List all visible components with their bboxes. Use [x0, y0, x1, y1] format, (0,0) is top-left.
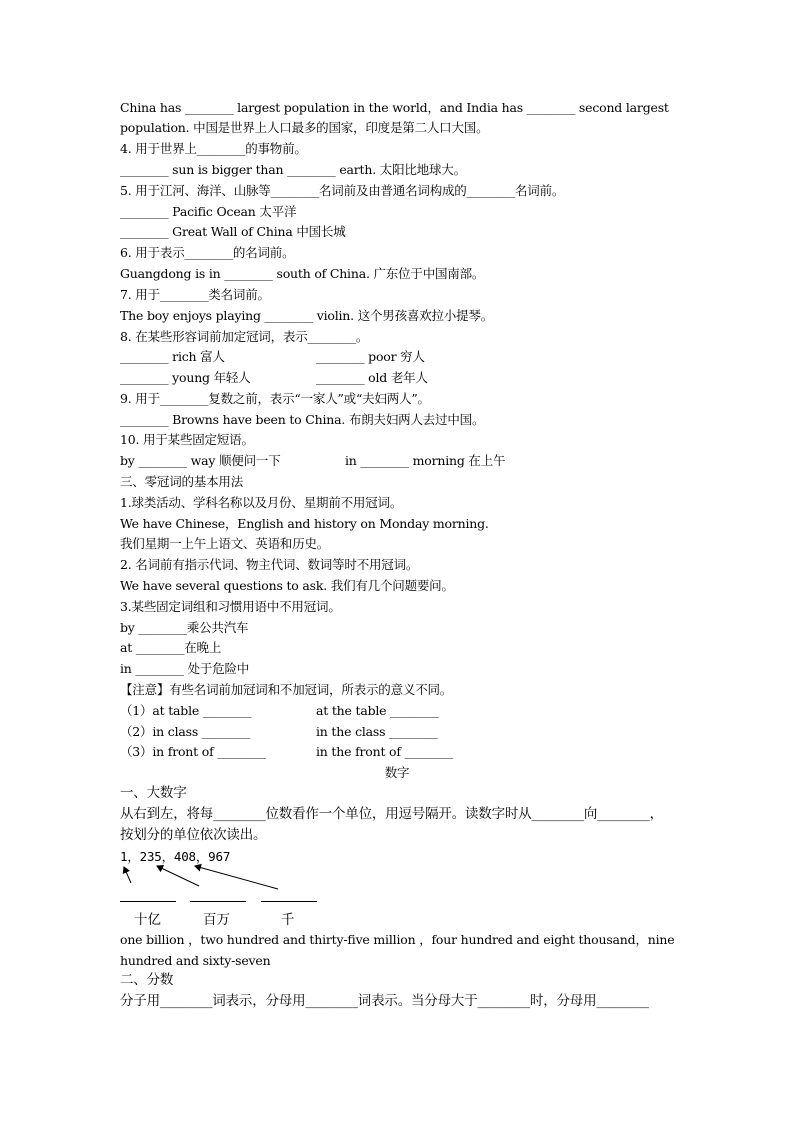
phrase-in-the-morning: in ________ morning 在上午	[345, 453, 506, 468]
heading-fractions: 二、分数	[120, 972, 174, 988]
compare-1b: at the table ________	[316, 703, 439, 718]
note-line: 【注意】有些名词前加冠词和不加冠词，所表示的意义不同。	[120, 682, 453, 697]
section-heading-zero-article: 三、零冠词的基本用法	[120, 474, 244, 489]
text-line-24: in ________ 处于危险中	[120, 661, 250, 676]
compare-2a: （2）in class ________	[120, 724, 251, 739]
text-line-29: 分子用________词表示，分母用________词表示。当分母大于________时，分母用________	[120, 993, 649, 1009]
text-line-21: 3.某些固定词组和习惯用语中不用冠词。	[120, 599, 341, 614]
text-line-4: ________ sun is bigger than ________ earth. 太阳比地球大。	[120, 162, 466, 177]
text-line-17: We have Chinese，English and history on Monday morning.	[120, 516, 489, 531]
arrow-thousand	[195, 866, 278, 889]
blank-billion	[120, 901, 176, 902]
pair-rich: ________ rich 富人	[120, 349, 225, 364]
blank-thousand	[261, 901, 317, 902]
text-line-16: 1.球类活动、学科名称以及月份、星期前不用冠词。	[120, 495, 403, 510]
text-line-11: The boy enjoys playing ________ violin. 这个男孩喜欢拉小提琴。	[120, 308, 494, 323]
compare-2b: in the class ________	[316, 724, 438, 739]
number-example: 1，235，408，967	[120, 849, 231, 864]
text-line-19: 2. 名词前有指示代词、物主代词、数词等时不用冠词。	[120, 557, 419, 572]
compare-3b: in the front of ________	[316, 744, 453, 759]
text-line-13: 9. 用于________复数之前，表示“一家人”或“夫妇两人”。	[120, 391, 430, 406]
text-line-18: 我们星期一上午上语文、英语和历史。	[120, 536, 330, 551]
text-line-15: 10. 用于某些固定短语。	[120, 432, 254, 447]
pair-old: ________ old 老年人	[316, 370, 428, 385]
pair-poor: ________ poor 穷人	[316, 349, 425, 364]
compare-3a: （3）in front of ________	[120, 744, 266, 759]
blank-million	[190, 901, 246, 902]
text-line-22: by ________乘公共汽车	[120, 620, 249, 635]
text-line-3: 4. 用于世界上________的事物前。	[120, 141, 307, 156]
text-line-7: ________ Great Wall of China 中国长城	[120, 224, 346, 239]
compare-1a: （1）at table ________	[120, 703, 252, 718]
text-line-12: 8. 在某些形容词前加定冠词，表示________。	[120, 329, 369, 344]
pair-young: ________ young 年轻人	[120, 370, 251, 385]
text-line-10: 7. 用于________类名词前。	[120, 287, 270, 302]
heading-large-numbers: 一、大数字	[120, 785, 187, 801]
text-line-6: ________ Pacific Ocean 太平洋	[120, 204, 297, 219]
text-line-20: We have several questions to ask. 我们有几个问题要问。	[120, 578, 454, 593]
unit-label-thousand: 千	[281, 912, 295, 928]
text-line-25: 从右到左，将每________位数看作一个单位，用逗号隔开。读数字时从________向________，	[120, 806, 663, 822]
arrow-million	[157, 866, 199, 886]
text-line-26: 按划分的单位依次读出。	[120, 827, 267, 843]
unit-label-billion: 十亿	[134, 912, 161, 928]
text-line-2: population. 中国是世界上人口最多的国家，印度是第二人口大国。	[120, 120, 489, 135]
unit-label-million: 百万	[203, 912, 230, 928]
text-line-9: Guangdong is in ________ south of China. 广东位于中国南部。	[120, 266, 485, 281]
section-title-numbers: 数字	[384, 765, 410, 780]
text-line-27: one billion ，two hundred and thirty-five million ，four hundred and eight thousand，nine	[120, 932, 675, 947]
arrow-billion	[124, 867, 131, 883]
text-line-8: 6. 用于表示________的名词前。	[120, 245, 295, 260]
text-line-23: at ________在晚上	[120, 640, 222, 655]
text-line-28: hundred and sixty-seven	[120, 953, 271, 968]
text-line-14: ________ Browns have been to China. 布朗夫妇两人去过中国。	[120, 412, 485, 427]
text-line-1: China has ________ largest population in the world，and India has ________ second largest	[120, 100, 669, 115]
phrase-by-the-way: by ________ way 顺便问一下	[120, 453, 281, 468]
text-line-5: 5. 用于江河、海洋、山脉等________名词前及由普通名词构成的________名词前。	[120, 183, 565, 198]
